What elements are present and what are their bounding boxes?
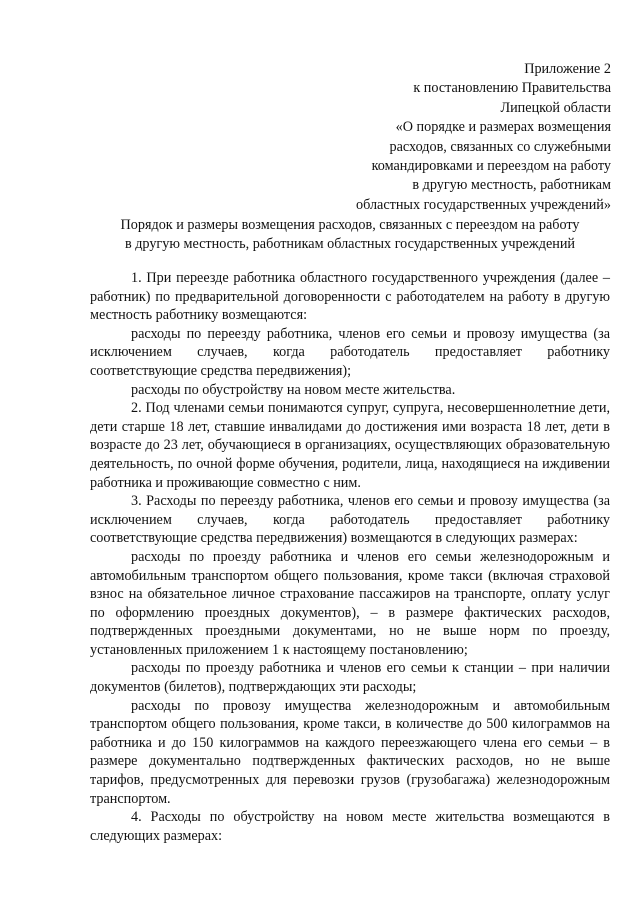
appendix-line: к постановлению Правительства xyxy=(413,80,611,97)
paragraph-1-item-relocation: расходы по переезду работника, членов его семьи и провозу имущества (за исключением случаев, когда работодатель предоставляет работнику соответствующие средства передвижения); xyxy=(90,325,610,379)
paragraph-3: 3. Расходы по переезду работника, членов его семьи и провозу имущества (за исключением случаев, когда работодатель предоставляет работнику соответствующие средства передвижения) возмещаются в следующих размерах: xyxy=(90,493,610,547)
title-line: Порядок и размеры возмещения расходов, связанных с переездом на работу xyxy=(120,217,580,233)
paragraph-3-item-station: расходы по проезду работника и членов его семьи к станции – при наличии документов (билетов), подтверждающих эти расходы; xyxy=(90,660,610,696)
paragraph-3-item-property: расходы по провозу имущества железнодорожным и автомобильным транспортом общего пользования, кроме такси, в количестве до 500 килограммов на работника и до 150 килограммов на каждого переезжающего члена его семьи – в размере документально подтвержденных фактических расходов, но не выше тарифов, предусмотренных для перевозки грузов (грузобагажа) железнодорожным транспортом. xyxy=(90,697,610,807)
document-title xyxy=(80,216,620,254)
paragraph-1-item-settlement: расходы по обустройству на новом месте жительства. xyxy=(131,381,456,398)
appendix-line: Липецкой области xyxy=(500,99,611,116)
title-line: в другую местность, работникам областных государственных учреждений xyxy=(124,236,576,252)
paragraph-3-item-travel: расходы по проезду работника и членов его семьи железнодорожным и автомобильным транспортом общего пользования, кроме такси (включая страховой взнос на обязательное личное страхование пассажиров на транспорте, оплату услуг по оформлению проездных документов), – в размере фактических расходов, подтвержденных проездными документами, но не выше норм по проезду, установленных приложением 1 к настоящему постановлению; xyxy=(90,548,610,658)
appendix-line: командировками и переездом на работу xyxy=(371,158,611,175)
appendix-line: областных государственных учреждений» xyxy=(355,196,611,213)
document-body xyxy=(90,269,610,845)
appendix-line: расходов, связанных со служебными xyxy=(389,138,611,155)
paragraph-2: 2. Под членами семьи понимаются супруг, супруга, несовершеннолетние дети, дети старше 18 лет, ставшие инвалидами до достижения ими возраста 18 лет, дети в возрасте до 23 лет, обучающиеся в организациях, осуществляющих образовательную деятельность, по очной форме обучения, родители, лица, находящиеся на иждивении работника и проживающие совместно с ним. xyxy=(90,400,610,491)
appendix-line: «О порядке и размерах возмещения xyxy=(395,119,611,136)
appendix-line: Приложение 2 xyxy=(524,61,611,77)
appendix-line: в другую местность, работникам xyxy=(412,177,611,194)
paragraph-1: 1. При переезде работника областного государственного учреждения (далее – работник) по предварительной договоренности с работодателем на работу в другую местность работнику возмещаются: xyxy=(90,270,610,324)
paragraph-4: 4. Расходы по обустройству на новом месте жительства возмещаются в следующих размерах: xyxy=(90,809,610,844)
appendix-header xyxy=(271,60,611,215)
